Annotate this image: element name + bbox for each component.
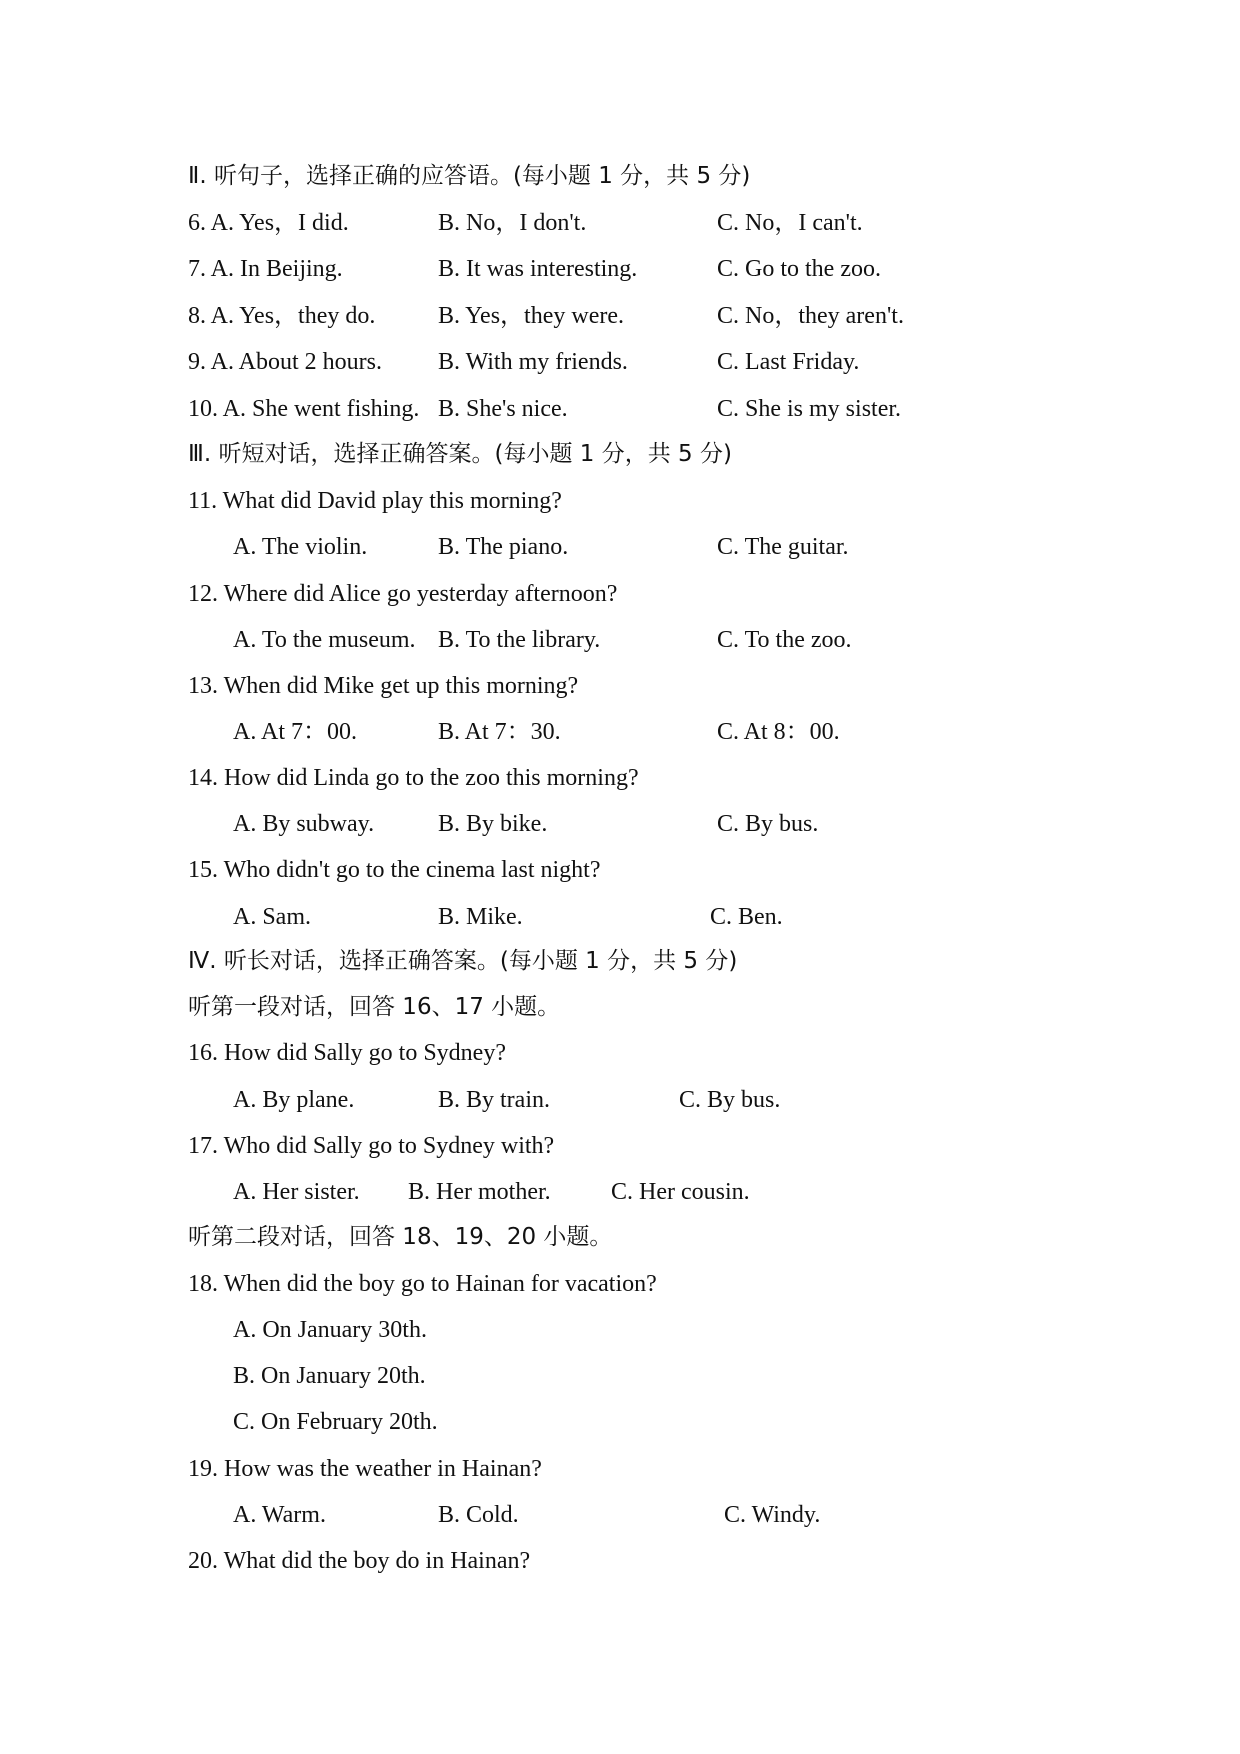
option-a: A. By plane. <box>233 1087 355 1113</box>
option-c: C. To the zoo. <box>717 627 852 653</box>
option-c: C. No，I can't. <box>717 210 863 236</box>
option-b: B. To the library. <box>438 627 601 653</box>
option-b: B. No，I don't. <box>438 210 587 236</box>
option-b: B. Mike. <box>438 904 523 930</box>
option-a: 10. A. She went fishing. <box>188 396 420 422</box>
question-19-text: 19. How was the weather in Hainan? <box>188 1456 542 1482</box>
option-a: A. To the museum. <box>233 627 416 653</box>
question-18-option-c: C. On February 20th. <box>233 1409 438 1435</box>
option-b: B. It was interesting. <box>438 256 638 282</box>
option-a: A. Warm. <box>233 1502 326 1528</box>
dialog-1-note: 听第一段对话，回答 16、17 小题。 <box>188 994 561 1020</box>
option-a: A. By subway. <box>233 811 375 837</box>
question-18-option-b: B. On January 20th. <box>233 1363 426 1389</box>
option-c: C. Windy. <box>724 1502 821 1528</box>
question-18-text: 18. When did the boy go to Hainan for vacation? <box>188 1271 657 1297</box>
option-a: A. Sam. <box>233 904 311 930</box>
option-a: 9. A. About 2 hours. <box>188 349 383 375</box>
option-c: C. By bus. <box>717 811 819 837</box>
section-4-heading: Ⅳ. 听长对话，选择正确答案。(每小题 1 分，共 5 分) <box>188 948 738 974</box>
option-a: 7. A. In Beijing. <box>188 256 343 282</box>
option-c: C. She is my sister. <box>717 396 902 422</box>
option-c: C. Last Friday. <box>717 349 860 375</box>
option-a: A. The violin. <box>233 534 368 560</box>
option-b: B. At 7：30. <box>438 719 561 745</box>
option-b: B. The piano. <box>438 534 569 560</box>
option-b: B. She's nice. <box>438 396 568 422</box>
question-16-text: 16. How did Sally go to Sydney? <box>188 1040 506 1066</box>
dialog-2-note: 听第二段对话，回答 18、19、20 小题。 <box>188 1224 613 1250</box>
section-2-heading: Ⅱ. 听句子，选择正确的应答语。(每小题 1 分，共 5 分) <box>188 163 751 189</box>
option-c: C. No，they aren't. <box>717 303 904 329</box>
option-b: B. By train. <box>438 1087 550 1113</box>
option-b: B. By bike. <box>438 811 548 837</box>
option-c: C. Ben. <box>710 904 783 930</box>
option-c: C. The guitar. <box>717 534 849 560</box>
option-c: C. By bus. <box>679 1087 781 1113</box>
option-b: B. Her mother. <box>408 1179 551 1205</box>
option-b: B. Yes，they were. <box>438 303 624 329</box>
question-20-text: 20. What did the boy do in Hainan? <box>188 1548 531 1574</box>
option-b: B. Cold. <box>438 1502 519 1528</box>
option-c: C. At 8：00. <box>717 719 840 745</box>
question-15-text: 15. Who didn't go to the cinema last night? <box>188 857 601 883</box>
option-a: 6. A. Yes，I did. <box>188 210 349 236</box>
option-a: 8. A. Yes，they do. <box>188 303 376 329</box>
question-14-text: 14. How did Linda go to the zoo this morning? <box>188 765 639 791</box>
option-c: C. Her cousin. <box>611 1179 750 1205</box>
option-a: A. At 7：00. <box>233 719 358 745</box>
option-a: A. Her sister. <box>233 1179 360 1205</box>
section-3-heading: Ⅲ. 听短对话，选择正确答案。(每小题 1 分，共 5 分) <box>188 441 732 467</box>
option-c: C. Go to the zoo. <box>717 256 881 282</box>
question-18-option-a: A. On January 30th. <box>233 1317 427 1343</box>
question-17-text: 17. Who did Sally go to Sydney with? <box>188 1133 555 1159</box>
question-11-text: 11. What did David play this morning? <box>188 488 562 514</box>
question-13-text: 13. When did Mike get up this morning? <box>188 673 579 699</box>
option-b: B. With my friends. <box>438 349 628 375</box>
question-12-text: 12. Where did Alice go yesterday afternoon? <box>188 581 618 607</box>
